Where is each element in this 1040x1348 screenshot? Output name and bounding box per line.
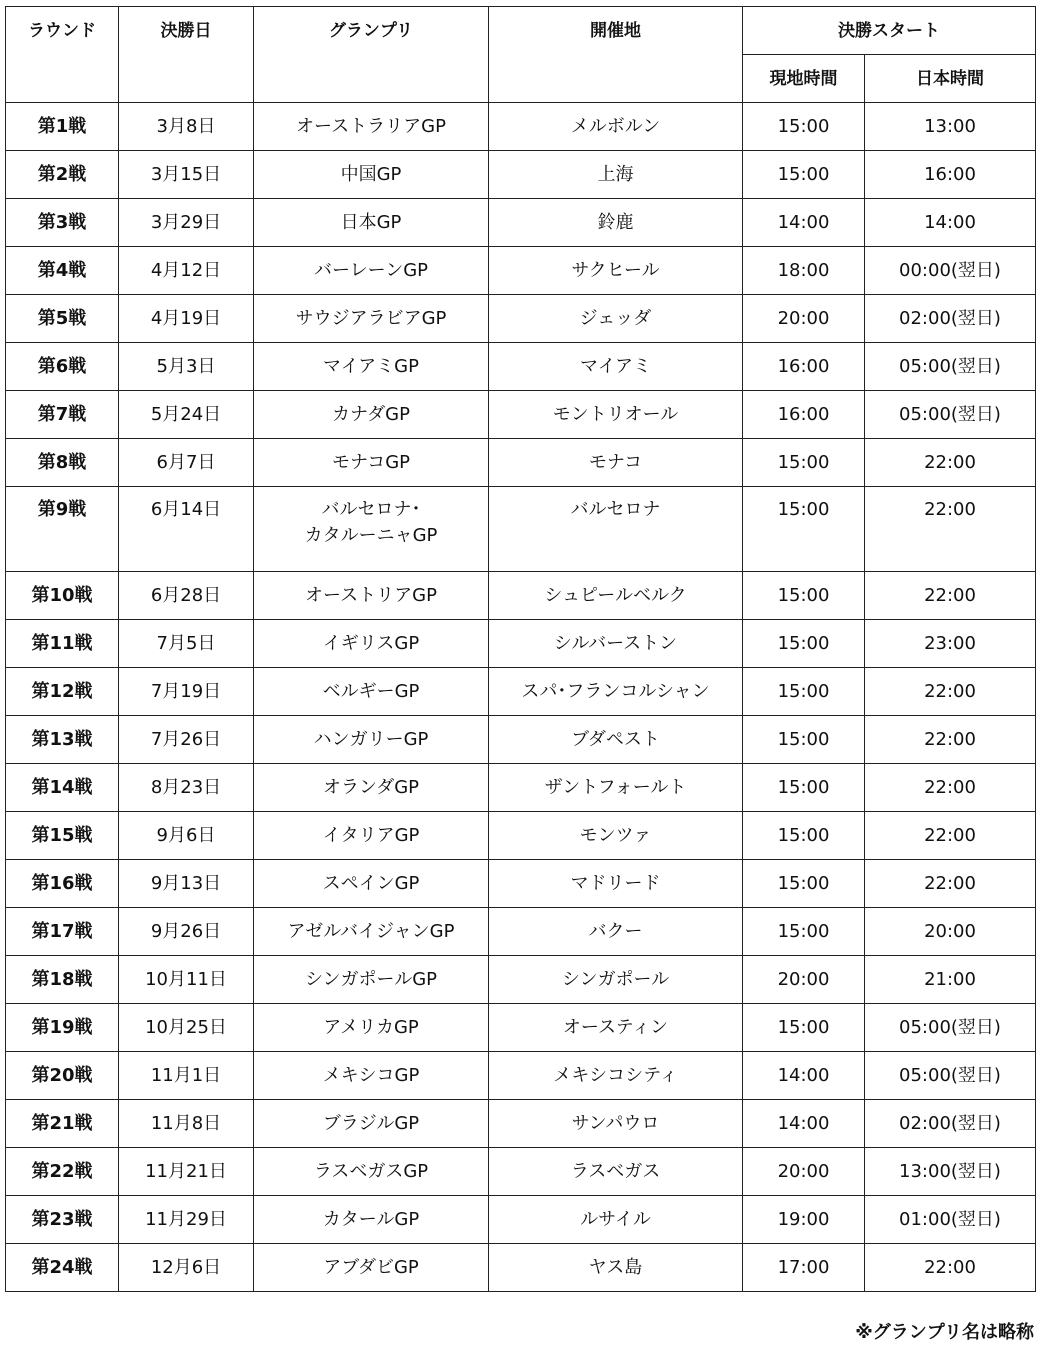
local-time-cell: 20:00 [743, 1148, 865, 1196]
round-cell: 第8戦 [6, 439, 119, 487]
local-time-cell: 15:00 [743, 151, 865, 199]
japan-time-cell: 00:00(翌日) [865, 247, 1036, 295]
table-row [6, 295, 1036, 343]
grandprix-cell: メキシコGP [254, 1052, 489, 1100]
round-cell: 第2戦 [6, 151, 119, 199]
grandprix-cell: ブラジルGP [254, 1100, 489, 1148]
grandprix-cell: ベルギーGP [254, 668, 489, 716]
japan-time-cell: 05:00(翌日) [865, 391, 1036, 439]
table-row [6, 716, 1036, 764]
japan-time-cell: 01:00(翌日) [865, 1196, 1036, 1244]
japan-time-cell: 22:00 [865, 812, 1036, 860]
table-row [6, 956, 1036, 1004]
venue-cell: モンツァ [489, 812, 743, 860]
date-cell: 3月15日 [119, 151, 254, 199]
japan-time-cell: 02:00(翌日) [865, 295, 1036, 343]
round-cell: 第13戦 [6, 716, 119, 764]
table-row [6, 764, 1036, 812]
local-time-cell: 15:00 [743, 908, 865, 956]
japan-time-cell: 20:00 [865, 908, 1036, 956]
local-time-cell: 18:00 [743, 247, 865, 295]
venue-cell: マドリード [489, 860, 743, 908]
grandprix-cell: アゼルバイジャンGP [254, 908, 489, 956]
japan-time-cell: 05:00(翌日) [865, 1004, 1036, 1052]
local-time-cell: 17:00 [743, 1244, 865, 1292]
venue-cell: シンガポール [489, 956, 743, 1004]
header-date: 決勝日 [119, 7, 254, 103]
japan-time-cell: 05:00(翌日) [865, 343, 1036, 391]
table-row [6, 391, 1036, 439]
venue-cell: マイアミ [489, 343, 743, 391]
round-cell: 第22戦 [6, 1148, 119, 1196]
venue-cell: ルサイル [489, 1196, 743, 1244]
table-row [6, 1244, 1036, 1292]
japan-time-cell: 13:00(翌日) [865, 1148, 1036, 1196]
table-row [6, 668, 1036, 716]
date-cell: 11月29日 [119, 1196, 254, 1244]
venue-cell: ラスベガス [489, 1148, 743, 1196]
header-round: ラウンド [6, 7, 119, 103]
venue-cell: スパ･フランコルシャン [489, 668, 743, 716]
venue-cell: ザントフォールト [489, 764, 743, 812]
round-cell: 第5戦 [6, 295, 119, 343]
local-time-cell: 15:00 [743, 572, 865, 620]
grandprix-cell: ラスベガスGP [254, 1148, 489, 1196]
header-venue: 開催地 [489, 7, 743, 103]
date-cell: 6月7日 [119, 439, 254, 487]
date-cell: 7月26日 [119, 716, 254, 764]
venue-cell: 上海 [489, 151, 743, 199]
table-row [6, 199, 1036, 247]
round-cell: 第23戦 [6, 1196, 119, 1244]
date-cell: 5月3日 [119, 343, 254, 391]
grandprix-cell: カナダGP [254, 391, 489, 439]
local-time-cell: 15:00 [743, 620, 865, 668]
date-cell: 3月8日 [119, 103, 254, 151]
japan-time-cell: 22:00 [865, 860, 1036, 908]
local-time-cell: 20:00 [743, 295, 865, 343]
table-row [6, 572, 1036, 620]
table-row [6, 103, 1036, 151]
local-time-cell: 15:00 [743, 812, 865, 860]
schedule-body [6, 103, 1036, 1292]
round-cell: 第21戦 [6, 1100, 119, 1148]
round-cell: 第14戦 [6, 764, 119, 812]
round-cell: 第6戦 [6, 343, 119, 391]
japan-time-cell: 22:00 [865, 439, 1036, 487]
round-cell: 第3戦 [6, 199, 119, 247]
round-cell: 第24戦 [6, 1244, 119, 1292]
header-local-time: 現地時間 [743, 55, 865, 103]
grandprix-cell: 日本GP [254, 199, 489, 247]
date-cell: 6月28日 [119, 572, 254, 620]
japan-time-cell: 22:00 [865, 668, 1036, 716]
date-cell: 5月24日 [119, 391, 254, 439]
local-time-cell: 15:00 [743, 668, 865, 716]
date-cell: 8月23日 [119, 764, 254, 812]
local-time-cell: 14:00 [743, 199, 865, 247]
round-cell: 第9戦 [6, 487, 119, 572]
table-row [6, 908, 1036, 956]
local-time-cell: 15:00 [743, 764, 865, 812]
table-row [6, 620, 1036, 668]
round-cell: 第4戦 [6, 247, 119, 295]
grandprix-cell: モナコGP [254, 439, 489, 487]
table-row [6, 812, 1036, 860]
date-cell: 11月8日 [119, 1100, 254, 1148]
round-cell: 第11戦 [6, 620, 119, 668]
japan-time-cell: 22:00 [865, 1244, 1036, 1292]
japan-time-cell: 16:00 [865, 151, 1036, 199]
date-cell: 4月12日 [119, 247, 254, 295]
japan-time-cell: 22:00 [865, 716, 1036, 764]
japan-time-cell: 21:00 [865, 956, 1036, 1004]
grandprix-cell: マイアミGP [254, 343, 489, 391]
local-time-cell: 15:00 [743, 716, 865, 764]
venue-cell: バルセロナ [489, 487, 743, 572]
grandprix-cell: ハンガリーGP [254, 716, 489, 764]
date-cell: 4月19日 [119, 295, 254, 343]
table-row [6, 343, 1036, 391]
table-row [6, 1148, 1036, 1196]
header-start: 決勝スタート [743, 7, 1036, 55]
header-row [6, 7, 1036, 55]
venue-cell: モナコ [489, 439, 743, 487]
venue-cell: シュピールベルク [489, 572, 743, 620]
round-cell: 第10戦 [6, 572, 119, 620]
footnote: ※グランプリ名は略称 [855, 1322, 1034, 1343]
date-cell: 3月29日 [119, 199, 254, 247]
grandprix-cell: イタリアGP [254, 812, 489, 860]
table-row [6, 151, 1036, 199]
table-row [6, 1004, 1036, 1052]
venue-cell: サンパウロ [489, 1100, 743, 1148]
venue-cell: 鈴鹿 [489, 199, 743, 247]
round-cell: 第16戦 [6, 860, 119, 908]
japan-time-cell: 22:00 [865, 487, 1036, 572]
japan-time-cell: 23:00 [865, 620, 1036, 668]
venue-cell: ヤス島 [489, 1244, 743, 1292]
venue-cell: メルボルン [489, 103, 743, 151]
grandprix-cell: イギリスGP [254, 620, 489, 668]
table-row [6, 860, 1036, 908]
local-time-cell: 16:00 [743, 391, 865, 439]
japan-time-cell: 05:00(翌日) [865, 1052, 1036, 1100]
grandprix-cell: サウジアラビアGP [254, 295, 489, 343]
japan-time-cell: 22:00 [865, 572, 1036, 620]
local-time-cell: 15:00 [743, 103, 865, 151]
grandprix-cell: アブダビGP [254, 1244, 489, 1292]
japan-time-cell: 02:00(翌日) [865, 1100, 1036, 1148]
local-time-cell: 16:00 [743, 343, 865, 391]
date-cell: 7月5日 [119, 620, 254, 668]
date-cell: 11月1日 [119, 1052, 254, 1100]
grandprix-line: バルセロナ･ [321, 499, 421, 520]
table-row [6, 1100, 1036, 1148]
round-cell: 第1戦 [6, 103, 119, 151]
local-time-cell: 20:00 [743, 956, 865, 1004]
date-cell: 7月19日 [119, 668, 254, 716]
table-row [6, 247, 1036, 295]
local-time-cell: 15:00 [743, 860, 865, 908]
grandprix-line: カタルーニャGP [304, 525, 438, 546]
japan-time-cell: 14:00 [865, 199, 1036, 247]
date-cell: 10月25日 [119, 1004, 254, 1052]
round-cell: 第20戦 [6, 1052, 119, 1100]
venue-cell: メキシコシティ [489, 1052, 743, 1100]
venue-cell: ジェッダ [489, 295, 743, 343]
grandprix-cell: シンガポールGP [254, 956, 489, 1004]
local-time-cell: 19:00 [743, 1196, 865, 1244]
date-cell: 6月14日 [119, 487, 254, 572]
venue-cell: モントリオール [489, 391, 743, 439]
grandprix-cell: アメリカGP [254, 1004, 489, 1052]
round-cell: 第15戦 [6, 812, 119, 860]
header-grandprix: グランプリ [254, 7, 489, 103]
grandprix-cell: 中国GP [254, 151, 489, 199]
table-row [6, 1196, 1036, 1244]
grandprix-cell: オーストラリアGP [254, 103, 489, 151]
venue-cell: ブダペスト [489, 716, 743, 764]
race-schedule-table [5, 6, 1036, 1292]
date-cell: 9月13日 [119, 860, 254, 908]
japan-time-cell: 13:00 [865, 103, 1036, 151]
venue-cell: シルバーストン [489, 620, 743, 668]
local-time-cell: 15:00 [743, 487, 865, 572]
japan-time-cell: 22:00 [865, 764, 1036, 812]
grandprix-cell: カタールGP [254, 1196, 489, 1244]
local-time-cell: 15:00 [743, 1004, 865, 1052]
grandprix-cell: オランダGP [254, 764, 489, 812]
round-cell: 第17戦 [6, 908, 119, 956]
local-time-cell: 14:00 [743, 1052, 865, 1100]
round-cell: 第7戦 [6, 391, 119, 439]
venue-cell: オースティン [489, 1004, 743, 1052]
table-row [6, 439, 1036, 487]
date-cell: 9月6日 [119, 812, 254, 860]
date-cell: 11月21日 [119, 1148, 254, 1196]
date-cell: 12月6日 [119, 1244, 254, 1292]
venue-cell: サクヒール [489, 247, 743, 295]
local-time-cell: 15:00 [743, 439, 865, 487]
header-japan-time: 日本時間 [865, 55, 1036, 103]
grandprix-cell: オーストリアGP [254, 572, 489, 620]
grandprix-cell: バーレーンGP [254, 247, 489, 295]
table-row [6, 487, 1036, 572]
local-time-cell: 14:00 [743, 1100, 865, 1148]
date-cell: 10月11日 [119, 956, 254, 1004]
table-row [6, 1052, 1036, 1100]
grandprix-cell [254, 487, 489, 572]
round-cell: 第12戦 [6, 668, 119, 716]
venue-cell: バクー [489, 908, 743, 956]
round-cell: 第18戦 [6, 956, 119, 1004]
grandprix-cell: スペインGP [254, 860, 489, 908]
date-cell: 9月26日 [119, 908, 254, 956]
round-cell: 第19戦 [6, 1004, 119, 1052]
